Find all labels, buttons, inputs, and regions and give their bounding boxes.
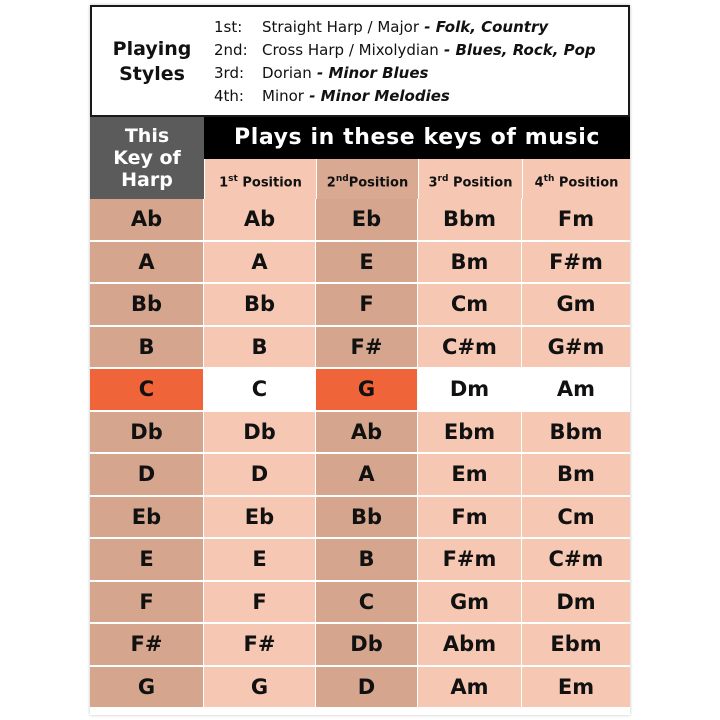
position-3-key-cell: Cm xyxy=(418,284,522,326)
position-3-key-cell: Gm xyxy=(418,582,522,624)
position-4-key-cell: Am xyxy=(522,369,630,411)
position-2-key-cell: Ab xyxy=(316,412,418,454)
position-2-key-cell: D xyxy=(316,667,418,709)
style-separator: - xyxy=(311,64,329,82)
position-4-key-cell: C#m xyxy=(522,539,630,581)
position-3-key-cell: Bm xyxy=(418,242,522,284)
position-suffix: st xyxy=(228,174,238,184)
harp-key-header-line1: This xyxy=(124,125,170,147)
position-3-key-cell: Abm xyxy=(418,624,522,666)
position-4-key-cell: Em xyxy=(522,667,630,709)
position-1-key-cell: Ab xyxy=(204,199,316,241)
table-row xyxy=(90,667,630,710)
position-4-key-cell: Gm xyxy=(522,284,630,326)
position-1-key-cell: F# xyxy=(204,624,316,666)
table-row xyxy=(90,624,630,667)
table-row xyxy=(90,327,630,370)
plays-in-keys-header: Plays in these keys of music xyxy=(204,117,630,159)
style-genres: Blues, Rock, Pop xyxy=(455,41,596,59)
position-4-key-cell: Dm xyxy=(522,582,630,624)
position-2-key-cell: Db xyxy=(316,624,418,666)
harp-key-cell: F xyxy=(90,582,204,624)
position-number: 3 xyxy=(428,175,438,191)
table-row xyxy=(90,369,630,412)
position-4-key-cell: G#m xyxy=(522,327,630,369)
table-row xyxy=(90,199,630,242)
position-2-key-cell: A xyxy=(316,454,418,496)
position-4-key-cell: Fm xyxy=(522,199,630,241)
key-grid xyxy=(90,199,630,709)
harp-key-cell: E xyxy=(90,539,204,581)
position-1-key-cell: D xyxy=(204,454,316,496)
position-3-key-cell: Dm xyxy=(418,369,522,411)
position-suffix: nd xyxy=(335,174,349,184)
position-3-key-cell: Bbm xyxy=(418,199,522,241)
position-label: Position xyxy=(237,175,302,191)
harmonica-key-chart xyxy=(90,5,630,715)
harp-key-cell: Ab xyxy=(90,199,204,241)
style-line-1 xyxy=(214,16,596,39)
position-1-key-cell: B xyxy=(204,327,316,369)
position-1-key-cell: Db xyxy=(204,412,316,454)
harp-key-header-line3: Harp xyxy=(121,169,173,191)
position-3-key-cell: C#m xyxy=(418,327,522,369)
position-1-key-cell: G xyxy=(204,667,316,709)
style-ordinal: 4th: xyxy=(214,87,244,105)
position-4-key-cell: Cm xyxy=(522,497,630,539)
position-1-key-cell: A xyxy=(204,242,316,284)
position-2-key-cell: G xyxy=(316,369,418,411)
playing-styles-title-line1: Playing xyxy=(112,38,192,60)
position-label: Position xyxy=(448,175,513,191)
position-4-key-cell: F#m xyxy=(522,242,630,284)
style-genres: Folk, Country xyxy=(435,18,549,36)
position-3-key-cell: Fm xyxy=(418,497,522,539)
harp-key-cell: Db xyxy=(90,412,204,454)
position-suffix: th xyxy=(543,174,555,184)
style-genres: Minor Blues xyxy=(328,64,429,82)
position-2-key-cell: B xyxy=(316,539,418,581)
harp-key-cell: Bb xyxy=(90,284,204,326)
harp-key-header-line2: Key of xyxy=(113,147,181,169)
position-1-key-cell: E xyxy=(204,539,316,581)
style-separator: - xyxy=(303,87,321,105)
style-line-4 xyxy=(214,85,596,108)
table-row xyxy=(90,582,630,625)
table-row xyxy=(90,242,630,285)
position-header-1 xyxy=(204,159,316,199)
table-row xyxy=(90,539,630,582)
style-separator: - xyxy=(419,18,436,36)
harp-key-cell: D xyxy=(90,454,204,496)
position-1-key-cell: Eb xyxy=(204,497,316,539)
harp-key-cell: G xyxy=(90,667,204,709)
position-2-key-cell: F# xyxy=(316,327,418,369)
position-1-key-cell: Bb xyxy=(204,284,316,326)
playing-styles-box xyxy=(90,5,630,117)
position-2-key-cell: C xyxy=(316,582,418,624)
position-3-key-cell: Em xyxy=(418,454,522,496)
position-3-key-cell: F#m xyxy=(418,539,522,581)
style-ordinal: 1st: xyxy=(214,18,243,36)
style-ordinal: 3rd: xyxy=(214,64,245,82)
position-header-4 xyxy=(522,159,630,199)
position-suffix: rd xyxy=(437,174,449,184)
playing-styles-title-line2: Styles xyxy=(119,63,185,85)
style-name: Minor xyxy=(262,87,304,105)
style-line-3 xyxy=(214,62,596,85)
position-label: Position xyxy=(348,175,409,191)
position-2-key-cell: F xyxy=(316,284,418,326)
style-ordinal: 2nd: xyxy=(214,41,248,59)
harp-key-cell: Eb xyxy=(90,497,204,539)
position-3-key-cell: Ebm xyxy=(418,412,522,454)
position-3-key-cell: Am xyxy=(418,667,522,709)
position-label: Position xyxy=(554,175,619,191)
position-4-key-cell: Bbm xyxy=(522,412,630,454)
style-name: Straight Harp / Major xyxy=(262,18,420,36)
position-2-key-cell: Eb xyxy=(316,199,418,241)
position-1-key-cell: F xyxy=(204,582,316,624)
position-number: 1 xyxy=(219,175,229,191)
style-name: Cross Harp / Mixolydian xyxy=(262,41,439,59)
style-name: Dorian xyxy=(262,64,312,82)
playing-styles-list xyxy=(214,16,596,108)
position-4-key-cell: Ebm xyxy=(522,624,630,666)
harp-key-header xyxy=(90,117,204,199)
position-4-key-cell: Bm xyxy=(522,454,630,496)
playing-styles-title xyxy=(98,37,206,87)
style-separator: - xyxy=(438,41,456,59)
harp-key-cell: B xyxy=(90,327,204,369)
table-row xyxy=(90,454,630,497)
table-row xyxy=(90,412,630,455)
table-row xyxy=(90,284,630,327)
position-number: 2 xyxy=(326,175,336,191)
style-genres: Minor Melodies xyxy=(320,87,450,105)
position-header-3 xyxy=(418,159,522,199)
style-line-2 xyxy=(214,39,596,62)
position-1-key-cell: C xyxy=(204,369,316,411)
harp-key-cell: C xyxy=(90,369,204,411)
position-number: 4 xyxy=(534,175,544,191)
table-row xyxy=(90,497,630,540)
harp-key-cell: A xyxy=(90,242,204,284)
position-2-key-cell: Bb xyxy=(316,497,418,539)
position-header-2 xyxy=(316,159,418,199)
position-2-key-cell: E xyxy=(316,242,418,284)
harp-key-cell: F# xyxy=(90,624,204,666)
